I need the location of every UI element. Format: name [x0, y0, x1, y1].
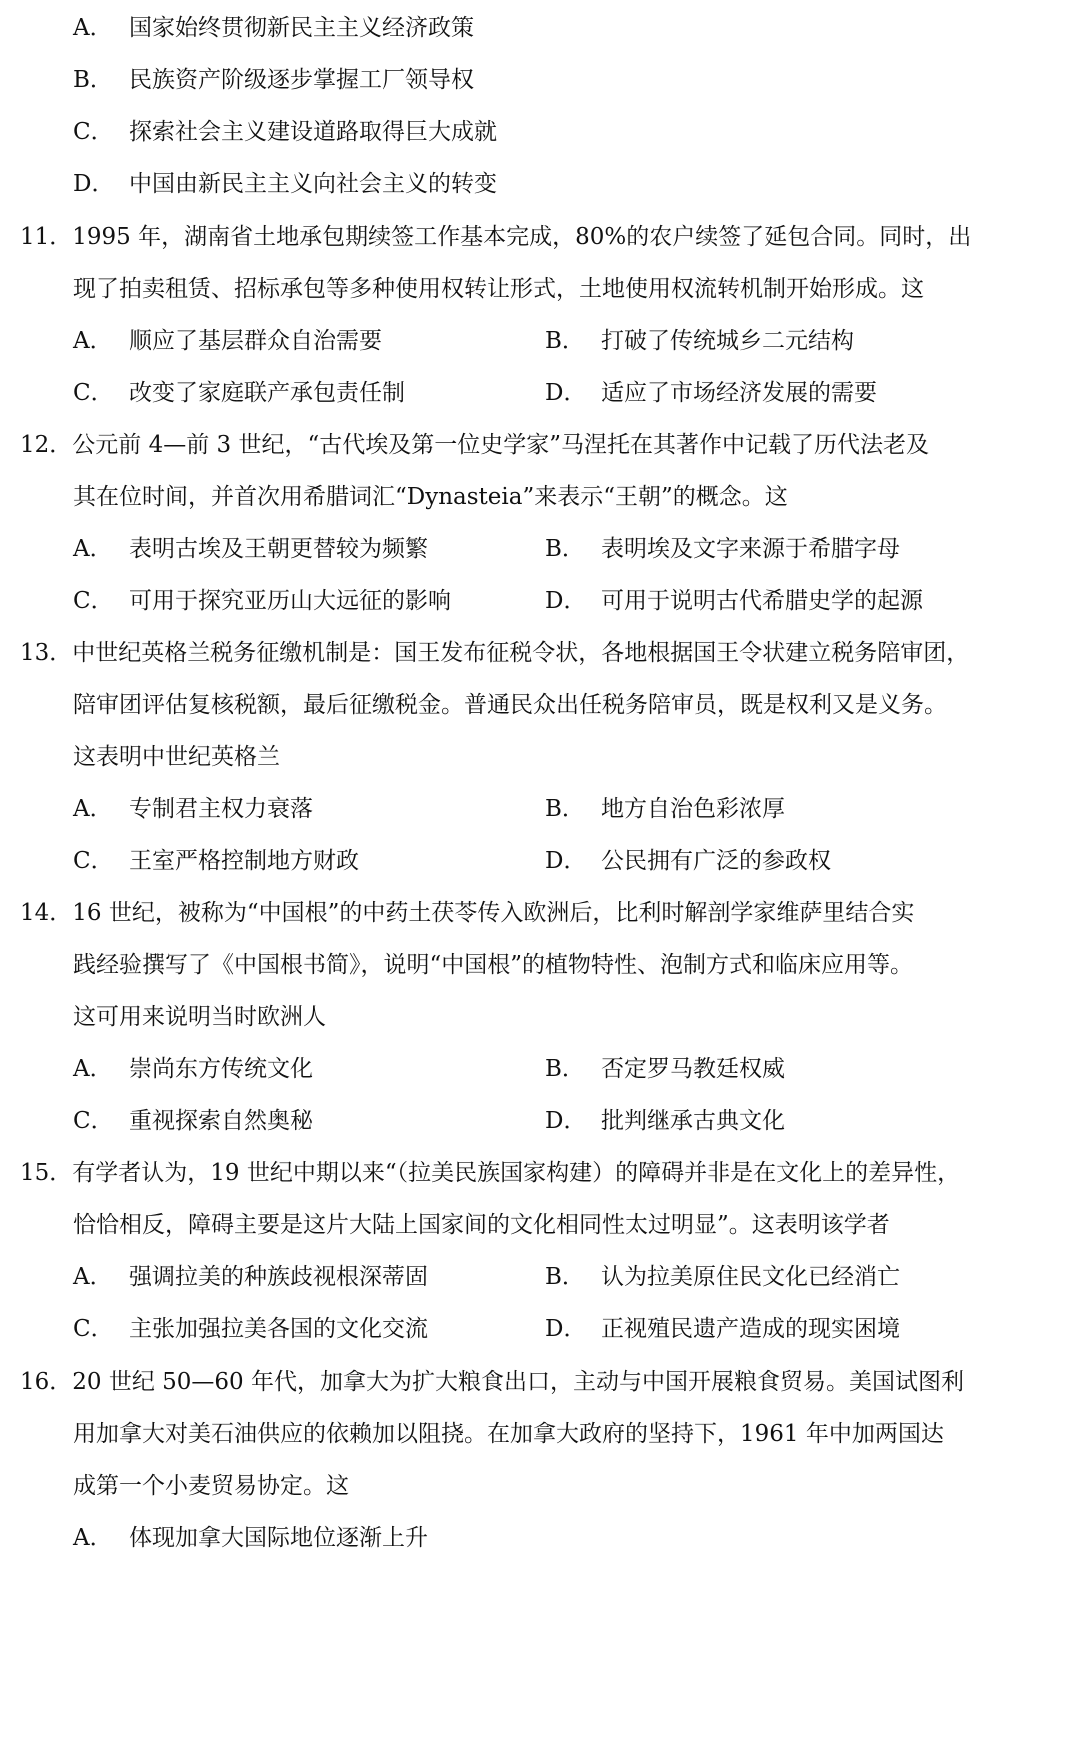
question-11-stem-cont: 现了拍卖租赁、招标承包等多种使用权转让形式，土地使用权流转机制开始形成。这 — [73, 276, 924, 302]
question-12-stem: 12．公元前 4—前 3 世纪，“古代埃及第一位史学家”马涅托在其著作中记载了历代法老及 — [20, 432, 929, 458]
option-d: D． 适应了市场经济发展的需要 — [545, 380, 877, 406]
option-b: B． 地方自治色彩浓厚 — [545, 796, 785, 822]
option-line — [0, 1101, 1080, 1141]
option-line — [0, 112, 1080, 152]
option-c: C． 主张加强拉美各国的文化交流 — [73, 1316, 428, 1342]
option-d: D． 中国由新民主主义向社会主义的转变 — [73, 171, 497, 197]
question-15-stem: 15．有学者认为，19 世纪中期以来“（拉美民族国家构建）的障碍并非是在文化上的差异性， — [20, 1160, 961, 1186]
option-b: B． 认为拉美原住民文化已经消亡 — [545, 1264, 900, 1290]
option-line — [0, 1049, 1080, 1089]
option-line — [0, 581, 1080, 621]
option-line — [0, 164, 1080, 204]
option-a: A． 崇尚东方传统文化 — [73, 1056, 313, 1082]
option-d: D． 公民拥有广泛的参政权 — [545, 848, 831, 874]
option-d: D． 正视殖民遗产造成的现实困境 — [545, 1316, 900, 1342]
option-line — [0, 8, 1080, 48]
option-d: D． 批判继承古典文化 — [545, 1108, 785, 1134]
option-a: A． 表明古埃及王朝更替较为频繁 — [73, 536, 428, 562]
option-c: C． 探索社会主义建设道路取得巨大成就 — [73, 119, 497, 145]
option-line — [0, 1257, 1080, 1297]
question-16-stem: 16．20 世纪 50—60 年代，加拿大为扩大粮食出口，主动与中国开展粮食贸易。美国试图利 — [20, 1369, 964, 1395]
option-b: B． 打破了传统城乡二元结构 — [545, 328, 854, 354]
option-line — [0, 321, 1080, 361]
option-c: C． 可用于探究亚历山大远征的影响 — [73, 588, 451, 614]
option-a: A． 强调拉美的种族歧视根深蒂固 — [73, 1264, 428, 1290]
option-line — [0, 373, 1080, 413]
option-a: A． 体现加拿大国际地位逐渐上升 — [73, 1525, 428, 1551]
option-line — [0, 789, 1080, 829]
question-14-stem-cont: 践经验撰写了《中国根书简》，说明“中国根”的植物特性、泡制方式和临床应用等。 — [73, 952, 914, 978]
question-16-stem-cont: 用加拿大对美石油供应的依赖加以阻挠。在加拿大政府的坚持下，1961 年中加两国达 — [73, 1421, 944, 1447]
option-line — [0, 60, 1080, 100]
question-14-stem-cont: 这可用来说明当时欧洲人 — [73, 1004, 326, 1030]
option-d: D． 可用于说明古代希腊史学的起源 — [545, 588, 923, 614]
option-b: B． 否定罗马教廷权威 — [545, 1056, 785, 1082]
option-a: A． 国家始终贯彻新民主主义经济政策 — [73, 15, 474, 41]
option-c: C． 重视探索自然奥秘 — [73, 1108, 313, 1134]
option-b: B． 表明埃及文字来源于希腊字母 — [545, 536, 900, 562]
option-c: C． 改变了家庭联产承包责任制 — [73, 380, 405, 406]
option-line — [0, 529, 1080, 569]
question-11-stem: 11．1995 年，湖南省土地承包期续签工作基本完成，80%的农户续签了延包合同。同时，出 — [20, 224, 972, 250]
question-15-stem-cont: 恰恰相反，障碍主要是这片大陆上国家间的文化相同性太过明显”。这表明该学者 — [73, 1212, 890, 1238]
question-16-stem-cont: 成第一个小麦贸易协定。这 — [73, 1473, 349, 1499]
option-b: B． 民族资产阶级逐步掌握工厂领导权 — [73, 67, 474, 93]
question-13-stem-cont: 陪审团评估复核税额，最后征缴税金。普通民众出任税务陪审员，既是权利又是义务。 — [73, 692, 947, 718]
question-13-stem-cont: 这表明中世纪英格兰 — [73, 744, 280, 770]
option-a: A． 专制君主权力衰落 — [73, 796, 313, 822]
question-13-stem: 13．中世纪英格兰税务征缴机制是：国王发布征税令状，各地根据国王令状建立税务陪审团， — [20, 640, 970, 666]
option-line — [0, 1309, 1080, 1349]
option-c: C． 王室严格控制地方财政 — [73, 848, 359, 874]
option-line — [0, 841, 1080, 881]
option-a: A． 顺应了基层群众自治需要 — [73, 328, 382, 354]
question-12-stem-cont: 其在位时间，并首次用希腊词汇“Dynasteia”来表示“王朝”的概念。这 — [73, 484, 788, 510]
option-line — [0, 1518, 1080, 1558]
question-14-stem: 14．16 世纪，被称为“中国根”的中药土茯苓传入欧洲后，比利时解剖学家维萨里结合实 — [20, 900, 915, 926]
